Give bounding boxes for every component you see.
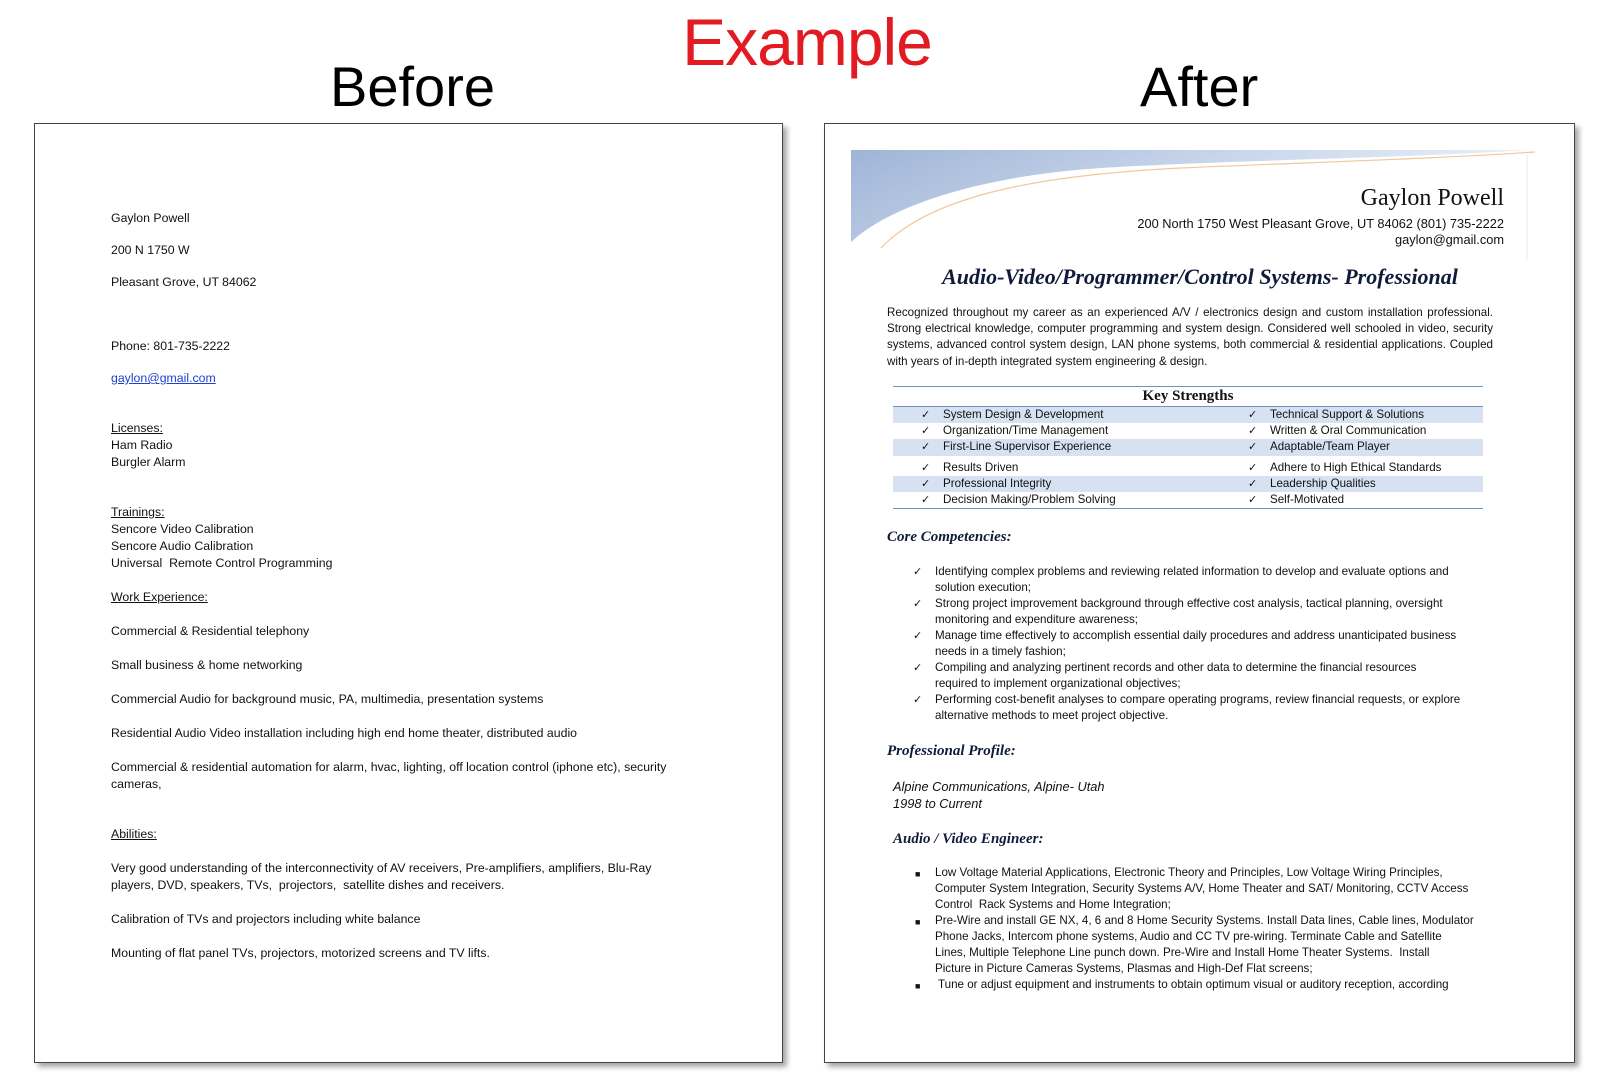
check-icon: ✓ xyxy=(921,441,931,454)
check-icon: ✓ xyxy=(913,630,923,642)
before-work-item: cameras, xyxy=(111,777,162,791)
example-heading: Example xyxy=(682,5,932,79)
key-strengths-row xyxy=(893,492,1483,508)
before-work-item: Commercial Audio for background music, PA, multimedia, presentation systems xyxy=(111,692,544,706)
company-name: Alpine Communications, Alpine- Utah xyxy=(893,779,1105,794)
list-item: Picture in Picture Cameras Systems, Plasmas and High-Def Flat screens; xyxy=(935,962,1313,975)
check-icon: ✓ xyxy=(1248,477,1258,490)
strength-item: Technical Support & Solutions xyxy=(1270,408,1425,421)
bullet-icon: ■ xyxy=(915,917,921,927)
key-strengths-table xyxy=(893,386,1483,509)
check-icon: ✓ xyxy=(921,425,931,438)
after-professional-title: Audio-Video/Programmer/Control Systems- Professional xyxy=(942,264,1458,289)
strength-item: System Design & Development xyxy=(943,408,1104,421)
core-competencies-heading: Core Competencies: xyxy=(887,529,1012,545)
list-item: alternative methods to meet project objective. xyxy=(935,709,1169,722)
before-name: Gaylon Powell xyxy=(111,211,190,225)
list-item: required to implement organizational objectives; xyxy=(935,677,1181,690)
before-license-item: Burgler Alarm xyxy=(111,455,186,469)
list-item: Lines, Multiple Telephone Line punch down. Pre-Wire and Install Home Theater Systems. Install xyxy=(935,946,1430,959)
after-summary: Recognized throughout my career as an experienced A/V / electronics design and custom installation professional. Strong electrical knowledge, computer programming and system design. Considered well schooled in video, security systems, advanced control system design, LAN phone systems, both commercial & residential applications. Coupled with years of in-depth integrated system engineering & design. xyxy=(887,306,1493,368)
strength-item: Decision Making/Problem Solving xyxy=(943,492,1116,506)
strength-item: Professional Integrity xyxy=(943,476,1052,490)
list-item: ■ Low Voltage Material Applications, Electronic Theory and Principles, Low Voltage Wiring Principles, xyxy=(887,865,1493,881)
strength-item: Self-Motivated xyxy=(1270,492,1345,506)
check-icon: ✓ xyxy=(1248,493,1258,506)
after-name: Gaylon Powell xyxy=(1360,185,1504,211)
list-item: ✓ Strong project improvement background through effective cost analysis, tactical planning, oversight xyxy=(913,597,1443,610)
employment-period: 1998 to Current xyxy=(893,796,982,811)
after-contact xyxy=(1137,216,1504,248)
check-icon: ✓ xyxy=(913,566,923,578)
before-training-item: Sencore Audio Calibration xyxy=(111,539,254,553)
key-strengths-row xyxy=(893,476,1483,492)
after-heading: After xyxy=(1140,55,1259,118)
key-strengths-row xyxy=(893,460,1483,476)
professional-profile-heading: Professional Profile: xyxy=(887,743,1016,759)
list-item: Phone Jacks, Intercom phone systems, Audio and CC TV pre-wiring. Terminate Cable and Satellite xyxy=(935,930,1442,943)
employer-info xyxy=(893,778,1105,812)
strength-item: Written & Oral Communication xyxy=(1270,424,1427,438)
before-work-item: Residential Audio Video installation including high end home theater, distributed audio xyxy=(111,726,578,740)
core-competencies-list xyxy=(887,564,1493,724)
check-icon: ✓ xyxy=(921,409,931,421)
list-item: Computer System Integration, Security Systems A/V, Home Theater and SAT/ Monitoring, CCTV Access xyxy=(935,882,1469,895)
before-address-line-2: Pleasant Grove, UT 84062 xyxy=(111,275,257,289)
before-ability-item: Very good understanding of the interconnectivity of AV receivers, Pre-amplifiers, amplifiers, Blu-Ray xyxy=(111,861,652,875)
before-trainings-label: Trainings: xyxy=(111,505,165,519)
before-ability-item: Mounting of flat panel TVs, projectors, motorized screens and TV lifts. xyxy=(111,946,490,960)
before-ability-item: players, DVD, speakers, TVs, projectors, satellite dishes and receivers. xyxy=(111,878,505,892)
check-icon: ✓ xyxy=(921,477,931,490)
before-ability-item: Calibration of TVs and projectors including white balance xyxy=(111,912,421,926)
strength-item: First-Line Supervisor Experience xyxy=(943,440,1112,454)
before-address-line-1: 200 N 1750 W xyxy=(111,243,190,257)
list-item: monitoring and expenditure awareness; xyxy=(935,613,1139,626)
list-item: ✓ Compiling and analyzing pertinent records and other data to determine the financial resources xyxy=(913,661,1417,674)
bullet-icon: ■ xyxy=(915,981,921,991)
strength-item: Organization/Time Management xyxy=(943,424,1109,438)
list-item: ✓ Performing cost-benefit analyses to compare operating programs, review financial requests, or explore xyxy=(913,693,1461,706)
role-duties-list xyxy=(887,865,1493,993)
list-item: Control Rack Systems and Home Integration; xyxy=(935,898,1171,911)
list-item: ✓ Manage time effectively to accomplish essential daily procedures and address unanticipated business xyxy=(913,629,1457,642)
before-abilities-label: Abilities: xyxy=(111,827,157,841)
before-work-item: Small business & home networking xyxy=(111,658,303,672)
list-item: needs in a timely fashion; xyxy=(935,645,1066,658)
list-item: ✓ Identifying complex problems and reviewing related information to develop and evaluate options and xyxy=(913,565,1449,578)
strength-item: Leadership Qualities xyxy=(1270,476,1376,490)
before-work-item: Commercial & residential automation for alarm, hvac, lighting, off location control (iphone etc), security xyxy=(111,760,667,774)
after-resume-page xyxy=(824,123,1575,1063)
before-resume-page xyxy=(34,123,783,1063)
list-item: ■ Pre-Wire and install GE NX, 4, 6 and 8 Home Security Systems. Install Data lines, Cable lines, Modulator xyxy=(887,913,1493,929)
before-training-item: Universal Remote Control Programming xyxy=(111,556,333,570)
role-title-heading: Audio / Video Engineer: xyxy=(893,831,1044,847)
before-phone: Phone: 801-735-2222 xyxy=(111,339,230,353)
check-icon: ✓ xyxy=(1248,425,1258,438)
check-icon: ✓ xyxy=(1248,461,1258,474)
list-item: ■ Tune or adjust equipment and instruments to obtain optimum visual or auditory reception, according xyxy=(887,977,1493,993)
before-email-link[interactable]: gaylon@gmail.com xyxy=(111,371,216,385)
before-license-item: Ham Radio xyxy=(111,438,173,452)
check-icon: ✓ xyxy=(913,662,923,674)
strength-item: Adaptable/Team Player xyxy=(1270,440,1390,454)
check-icon: ✓ xyxy=(921,493,931,506)
check-icon: ✓ xyxy=(921,461,931,474)
before-training-item: Sencore Video Calibration xyxy=(111,522,254,536)
strength-item: Results Driven xyxy=(943,460,1019,474)
check-icon: ✓ xyxy=(1248,409,1258,421)
before-resume-content xyxy=(111,210,751,962)
key-strengths-title: Key Strengths xyxy=(893,387,1483,407)
before-heading: Before xyxy=(330,55,495,118)
before-licenses-label: Licenses: xyxy=(111,421,163,435)
key-strengths-row xyxy=(893,407,1483,423)
bullet-icon: ■ xyxy=(915,869,921,879)
list-item: solution execution; xyxy=(935,581,1032,594)
strength-item: Adhere to High Ethical Standards xyxy=(1270,460,1442,474)
check-icon: ✓ xyxy=(913,694,923,706)
after-contact-email: gaylon@gmail.com xyxy=(1394,232,1504,247)
check-icon: ✓ xyxy=(913,598,923,610)
before-work-label: Work Experience: xyxy=(111,590,208,604)
check-icon: ✓ xyxy=(1248,441,1258,454)
key-strengths-row xyxy=(893,439,1483,455)
after-contact-address: 200 North 1750 West Pleasant Grove, UT 84062 (801) 735-2222 xyxy=(1137,216,1504,231)
key-strengths-row xyxy=(893,423,1483,439)
before-work-item: Commercial & Residential telephony xyxy=(111,624,310,638)
